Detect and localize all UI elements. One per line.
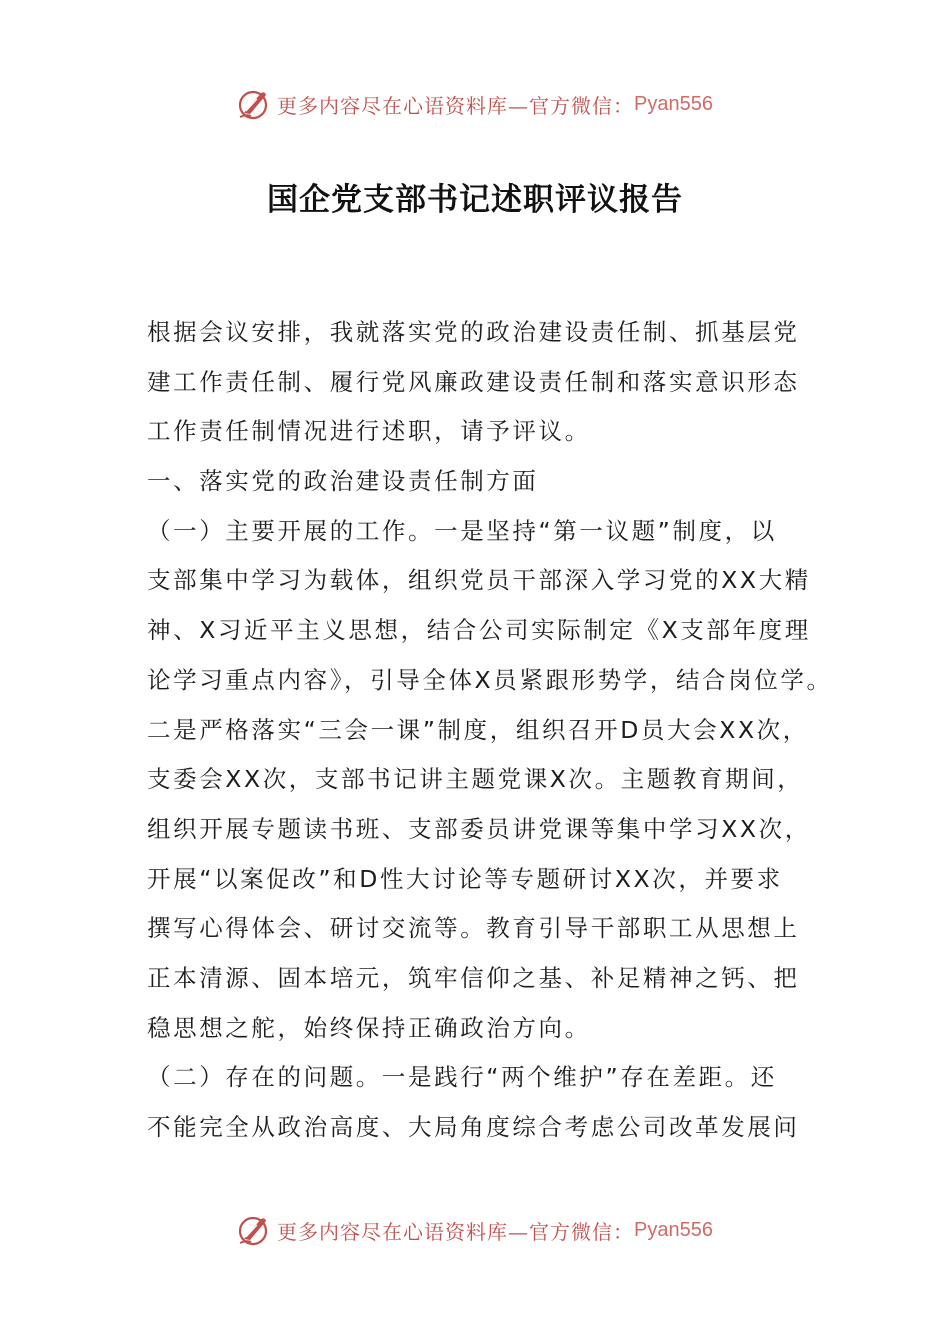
text-line: 建工作责任制、履行党风廉政建设责任制和落实意识形态: [147, 367, 800, 396]
text-line: 不能完全从政治高度、大局角度综合考虑公司改革发展问: [147, 1113, 800, 1141]
text-line: 稳思想之舵，始终保持正确政治方向。: [147, 1013, 591, 1042]
quill-pen-logo-icon: [237, 87, 271, 121]
document-title: 国企党支部书记述职评议报告: [267, 182, 683, 218]
text-line: （一）主要开展的工作。一是坚持“第一议题”制度，以: [147, 516, 777, 545]
quill-pen-logo-icon: [237, 1213, 271, 1247]
text-line: 支委会XX次，支部书记讲主题党课X次。主题教育期间，: [147, 765, 804, 794]
text-line: （二）存在的问题。一是践行“两个维护”存在差距。还: [147, 1063, 777, 1092]
text-line: 论学习重点内容》，引导全体X员紧跟形势学，结合岗位学。: [147, 665, 833, 694]
text-line: 开展“以案促改”和D性大讨论等专题研讨XX次，并要求: [147, 864, 783, 893]
section-heading: 一、落实党的政治建设责任制方面: [147, 467, 539, 496]
text-line: 撰写心得体会、研讨交流等。教育引导干部职工从思想上: [147, 914, 800, 943]
watermark-text: 更多内容尽在心语资料库—官方微信：: [277, 93, 635, 118]
document-body: [147, 308, 833, 1153]
text-line: 根据会议安排，我就落实党的政治建设责任制、抓基层党: [147, 318, 800, 346]
text-line: 组织开展专题读书班、支部委员讲党课等集中学习XX次，: [147, 814, 811, 843]
watermark-text: 更多内容尽在心语资料库—官方微信：: [277, 1219, 635, 1244]
text-line: 神、X习近平主义思想，结合公司实际制定《X支部年度理: [147, 616, 811, 645]
text-line: 正本清源、固本培元，筑牢信仰之基、补足精神之钙、把: [147, 963, 800, 992]
text-line: 工作责任制情况进行述职，请予评议。: [147, 417, 591, 446]
text-line: 支部集中学习为载体，组织党员干部深入学习党的XX大精: [147, 566, 811, 595]
watermark-wechat-id: Pyan556: [634, 92, 713, 115]
watermark-wechat-id: Pyan556: [634, 1218, 713, 1241]
footer-watermark-banner: [0, 1210, 950, 1250]
header-watermark-banner: [0, 84, 950, 124]
text-line: 二是严格落实“三会一课”制度，组织召开D员大会XX次，: [147, 715, 809, 744]
